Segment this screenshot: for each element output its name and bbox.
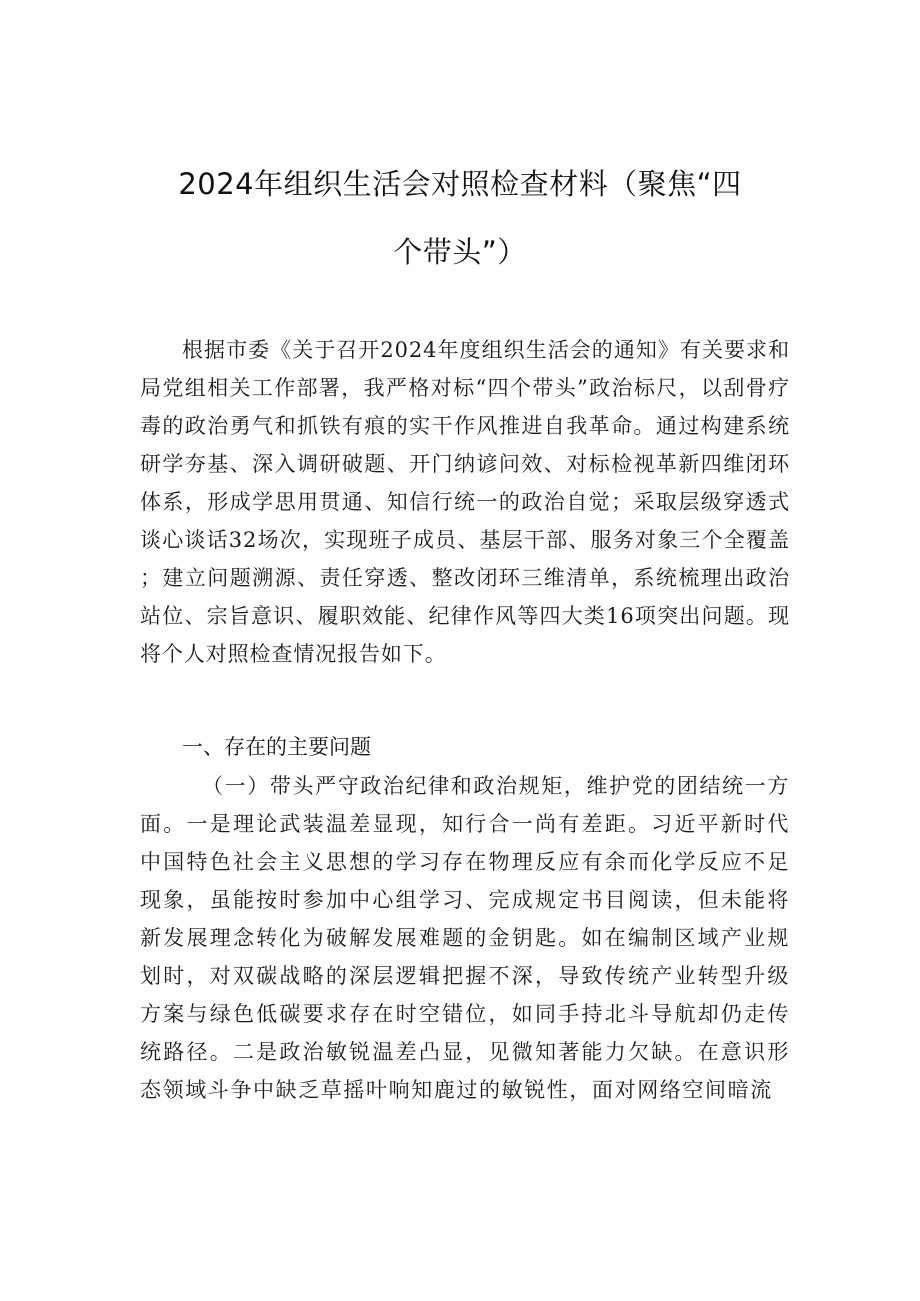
intro-paragraph: 根据市委《关于召开2024年度组织生活会的通知》有关要求和局党组相关工作部署，我严格对标“四个带头”政治标尺，以刮骨疗毒的政治勇气和抓铁有痕的实干作风推进自我革命。通过构建系统研学夯基、深入调研破题、开门纳谚问效、对标检视革新四维闭环体系，形成学思用贯通、知信行统一的政治自觉；采取层级穿透式谈心谈话32场次，实现班子成员、基层干部、服务对象三个全覆盖；建立问题溯源、责任穿透、整改闭环三维清单，系统梳理出政治站位、宗旨意识、履职效能、纪律作风等四大类16项突出问题。现将个人对照检查情况报告如下。	[140, 338, 790, 666]
document-title-line-2: 个带头”）	[393, 235, 527, 269]
section-heading-main-problems: 一、存在的主要问题	[182, 735, 371, 759]
problem-paragraph-1: （一）带头严守政治纪律和政治规矩，维护党的团结统一方面。一是理论武装温差显现，知行合一尚有差距。习近平新时代中国特色社会主义思想的学习存在物理反应有余而化学反应不足现象，虽能按时参加中心组学习、完成规定书目阅读，但未能将新发展理念转化为破解发展难题的金钥匙。如在编制区域产业规划时，对双碳战略的深层逻辑把握不深，导致传统产业转型升级方案与绿色低碳要求存在时空错位，如同手持北斗导航却仍走传统路径。二是政治敏锐温差凸显，见微知著能力欠缺。在意识形态领域斗争中缺乏草摇叶响知鹿过的敏锐性，面对网络空间暗流	[140, 774, 790, 1102]
document-title-line-1: 2024年组织生活会对照检查材料（聚焦“四	[178, 167, 742, 201]
